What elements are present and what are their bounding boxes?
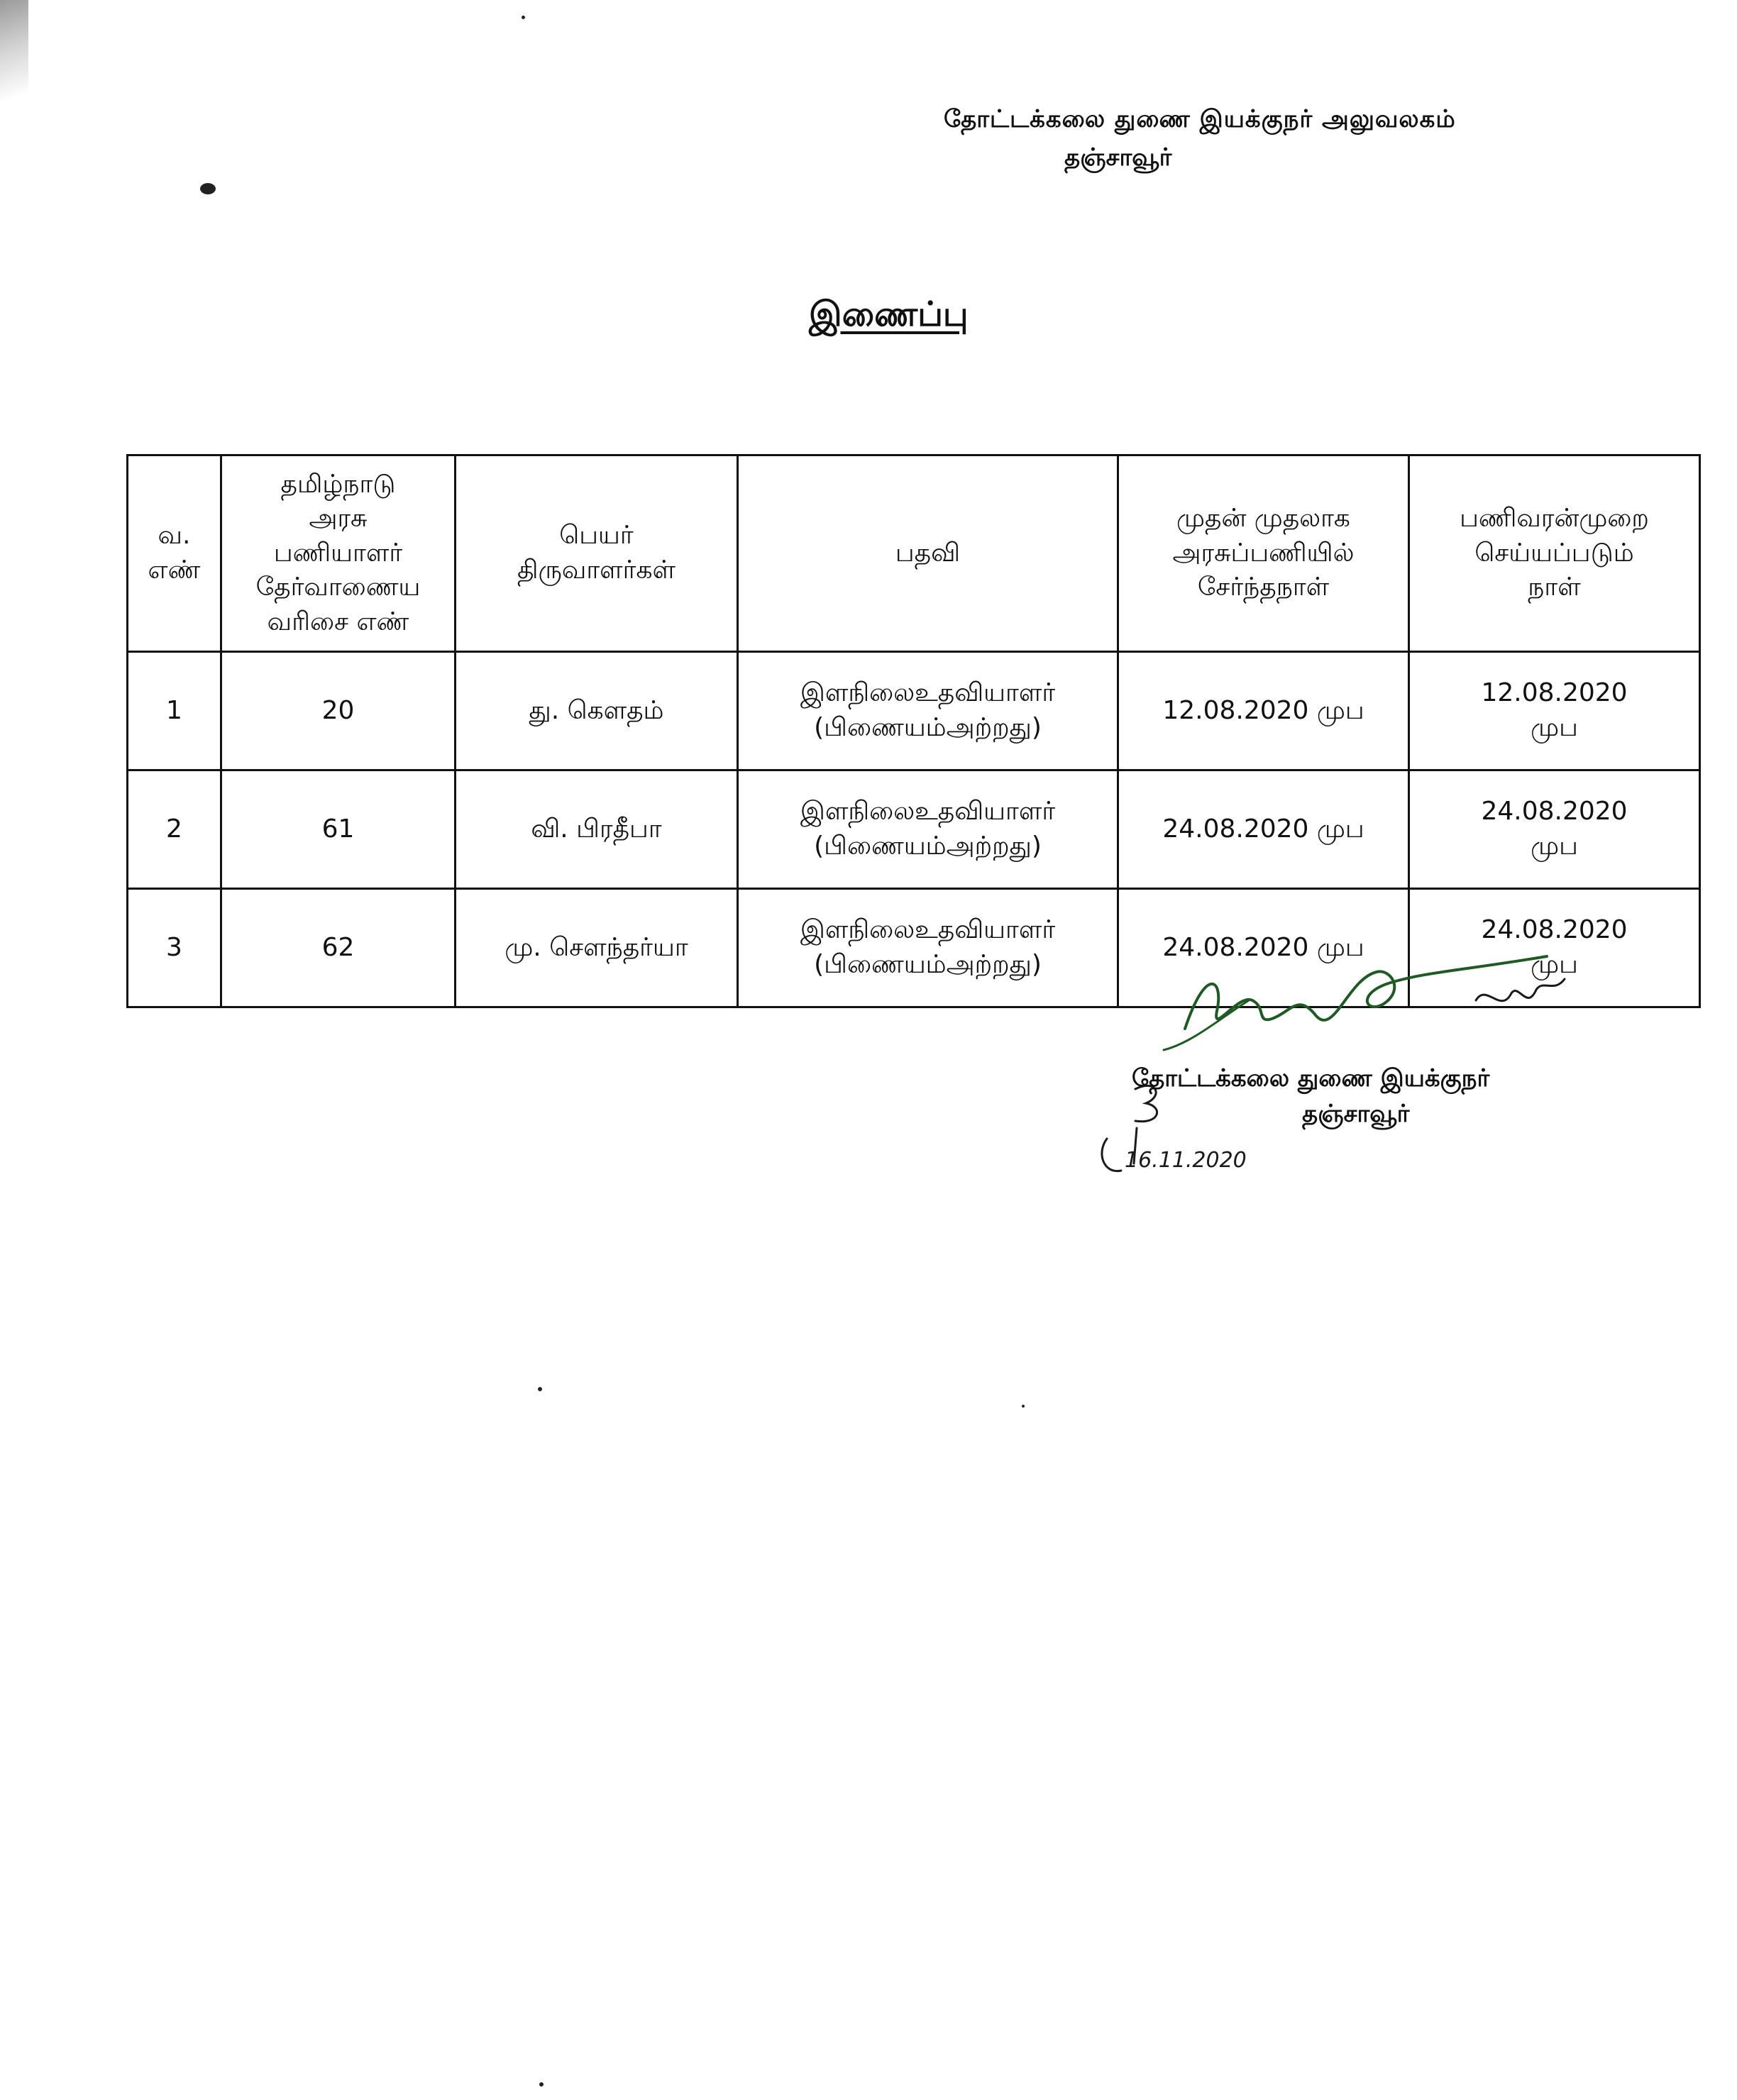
- cell-first-joining-date: 24.08.2020 முப: [1118, 770, 1409, 889]
- header-name: பெயர் திருவாளர்கள்: [456, 455, 738, 652]
- ink-speck: [539, 2082, 544, 2087]
- cell-first-joining-date: 24.08.2020 முப: [1118, 889, 1409, 1007]
- cell-name: மு. சௌந்தர்யா: [456, 889, 738, 1007]
- header-serial-no: வ. எண்: [128, 455, 221, 652]
- cell-name: வி. பிரதீபா: [456, 770, 738, 889]
- ink-speck: [538, 1387, 542, 1391]
- cell-regularisation-date: 24.08.2020 முப: [1409, 770, 1700, 889]
- cell-serial-no: 1: [128, 652, 221, 770]
- handwritten-date: 16.11.2020: [1125, 1148, 1247, 1173]
- cell-name: து. கௌதம்: [456, 652, 738, 770]
- cell-regularisation-date: 24.08.2020 முப: [1409, 889, 1700, 1007]
- table-row: [128, 770, 1700, 889]
- ink-speck: [522, 16, 525, 19]
- cell-tnpsc-rank: 20: [221, 652, 456, 770]
- cell-regularisation-date: 12.08.2020 முப: [1409, 652, 1700, 770]
- header-first-joining-date: முதன் முதலாக அரசுப்பணியில் சேர்ந்தநாள்: [1118, 455, 1409, 652]
- office-name: தோட்டக்கலை துணை இயக்குநர் அலுவலகம்: [944, 105, 1456, 133]
- table-row: [128, 652, 1700, 770]
- signatory-designation: தோட்டக்கலை துணை இயக்குநர்: [1132, 1064, 1490, 1093]
- cell-first-joining-date: 12.08.2020 முப: [1118, 652, 1409, 770]
- cell-designation: இளநிலைஉதவியாளர் (பிணையம்அற்றது): [738, 652, 1118, 770]
- cell-serial-no: 3: [128, 889, 221, 1007]
- header-designation: பதவி: [738, 455, 1118, 652]
- cell-designation: இளநிலைஉதவியாளர் (பிணையம்அற்றது): [738, 770, 1118, 889]
- signatory-city: தஞ்சாவூர்: [1302, 1100, 1410, 1128]
- office-city: தஞ்சாவூர்: [1064, 143, 1172, 172]
- cell-designation: இளநிலைஉதவியாளர் (பிணையம்அற்றது): [738, 889, 1118, 1007]
- regularisation-table: [126, 454, 1701, 1008]
- page-edge-shadow: [0, 0, 28, 128]
- cell-serial-no: 2: [128, 770, 221, 889]
- header-tnpsc-rank: தமிழ்நாடு அரசு பணியாளர் தேர்வாணைய வரிசை எண்: [221, 455, 456, 652]
- cell-tnpsc-rank: 62: [221, 889, 456, 1007]
- ink-speck: [200, 183, 216, 194]
- header-regularisation-date: பணிவரன்முறை செய்யப்படும் நாள்: [1409, 455, 1700, 652]
- cell-tnpsc-rank: 61: [221, 770, 456, 889]
- table-header-row: [128, 455, 1700, 652]
- ink-speck: [1022, 1405, 1025, 1408]
- annexure-title: இணைப்பு: [809, 294, 969, 334]
